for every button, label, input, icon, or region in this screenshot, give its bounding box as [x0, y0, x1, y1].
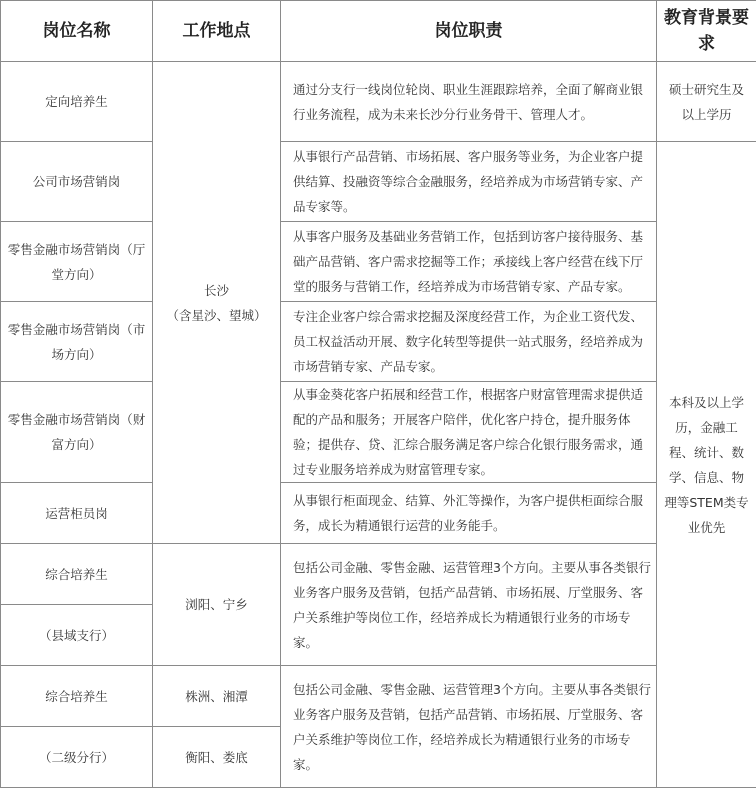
location-line: 长沙	[157, 278, 276, 303]
duties-cell: 通过分支行一线岗位轮岗、职业生涯跟踪培养，全面了解商业银行业务流程，成为未来长沙分行业务骨干、管理人才。	[281, 62, 657, 142]
position-cell: 运营柜员岗	[1, 483, 153, 544]
location-cell: 株洲、湘潭	[153, 666, 281, 727]
position-cell: 定向培养生	[1, 62, 153, 142]
position-cell: 零售金融市场营销岗（市场方向）	[1, 302, 153, 382]
table-row	[1, 382, 756, 483]
position-cell: 综合培养生	[1, 666, 153, 727]
duties-cell: 专注企业客户综合需求挖掘及深度经营工作，为企业工资代发、员工权益活动开展、数字化转型等提供一站式服务，经培养成为市场营销专家、产品专家。	[281, 302, 657, 382]
table-row	[1, 142, 756, 222]
education-cell: 硕士研究生及以上学历	[657, 62, 756, 142]
header-duties: 岗位职责	[281, 1, 657, 62]
table-row	[1, 483, 756, 544]
position-cell: 综合培养生	[1, 544, 153, 605]
duties-cell: 从事银行柜面现金、结算、外汇等操作，为客户提供柜面综合服务，成长为精通银行运营的业务能手。	[281, 483, 657, 544]
table-row	[1, 544, 756, 605]
table-row	[1, 302, 756, 382]
table-row	[1, 222, 756, 302]
position-cell: 零售金融市场营销岗（厅堂方向）	[1, 222, 153, 302]
location-line: （含星沙、望城）	[157, 303, 276, 328]
position-cell: （二级分行）	[1, 727, 153, 788]
position-cell: （县域支行）	[1, 605, 153, 666]
header-location: 工作地点	[153, 1, 281, 62]
header-row	[1, 1, 756, 62]
table-row	[1, 666, 756, 727]
duties-cell: 包括公司金融、零售金融、运营管理3个方向。主要从事各类银行业务客户服务及营销，包括产品营销、市场拓展、厅堂服务、客户关系维护等岗位工作，经培养成长为精通银行业务的市场专家。	[281, 544, 657, 666]
header-position: 岗位名称	[1, 1, 153, 62]
table-row	[1, 62, 756, 142]
location-cell: 浏阳、宁乡	[153, 544, 281, 666]
duties-cell: 从事客户服务及基础业务营销工作，包括到访客户接待服务、基础产品营销、客户需求挖掘等工作；承接线上客户经营在线下厅堂的服务与营销工作，经培养成为市场营销专家、产品专家。	[281, 222, 657, 302]
location-cell: 衡阳、娄底	[153, 727, 281, 788]
location-cell-changsha	[153, 62, 281, 544]
header-education: 教育背景要求	[657, 1, 756, 62]
duties-cell: 从事银行产品营销、市场拓展、客户服务等业务，为企业客户提供结算、投融资等综合金融服务，经培养成为市场营销专家、产品专家等。	[281, 142, 657, 222]
position-cell: 零售金融市场营销岗（财富方向）	[1, 382, 153, 483]
duties-cell: 从事金葵花客户拓展和经营工作，根据客户财富管理需求提供适配的产品和服务；开展客户陪伴，优化客户持仓，提升服务体验；提供存、贷、汇综合服务满足客户综合化银行服务需求，通过专业服务培养成为财富管理专家。	[281, 382, 657, 483]
duties-cell: 包括公司金融、零售金融、运营管理3个方向。主要从事各类银行业务客户服务及营销，包括产品营销、市场拓展、厅堂服务、客户关系维护等岗位工作，经培养成长为精通银行业务的市场专家。	[281, 666, 657, 788]
position-cell: 公司市场营销岗	[1, 142, 153, 222]
education-cell-shared: 本科及以上学历，金融工程、统计、数学、信息、物理等STEM类专业优先	[657, 142, 756, 788]
